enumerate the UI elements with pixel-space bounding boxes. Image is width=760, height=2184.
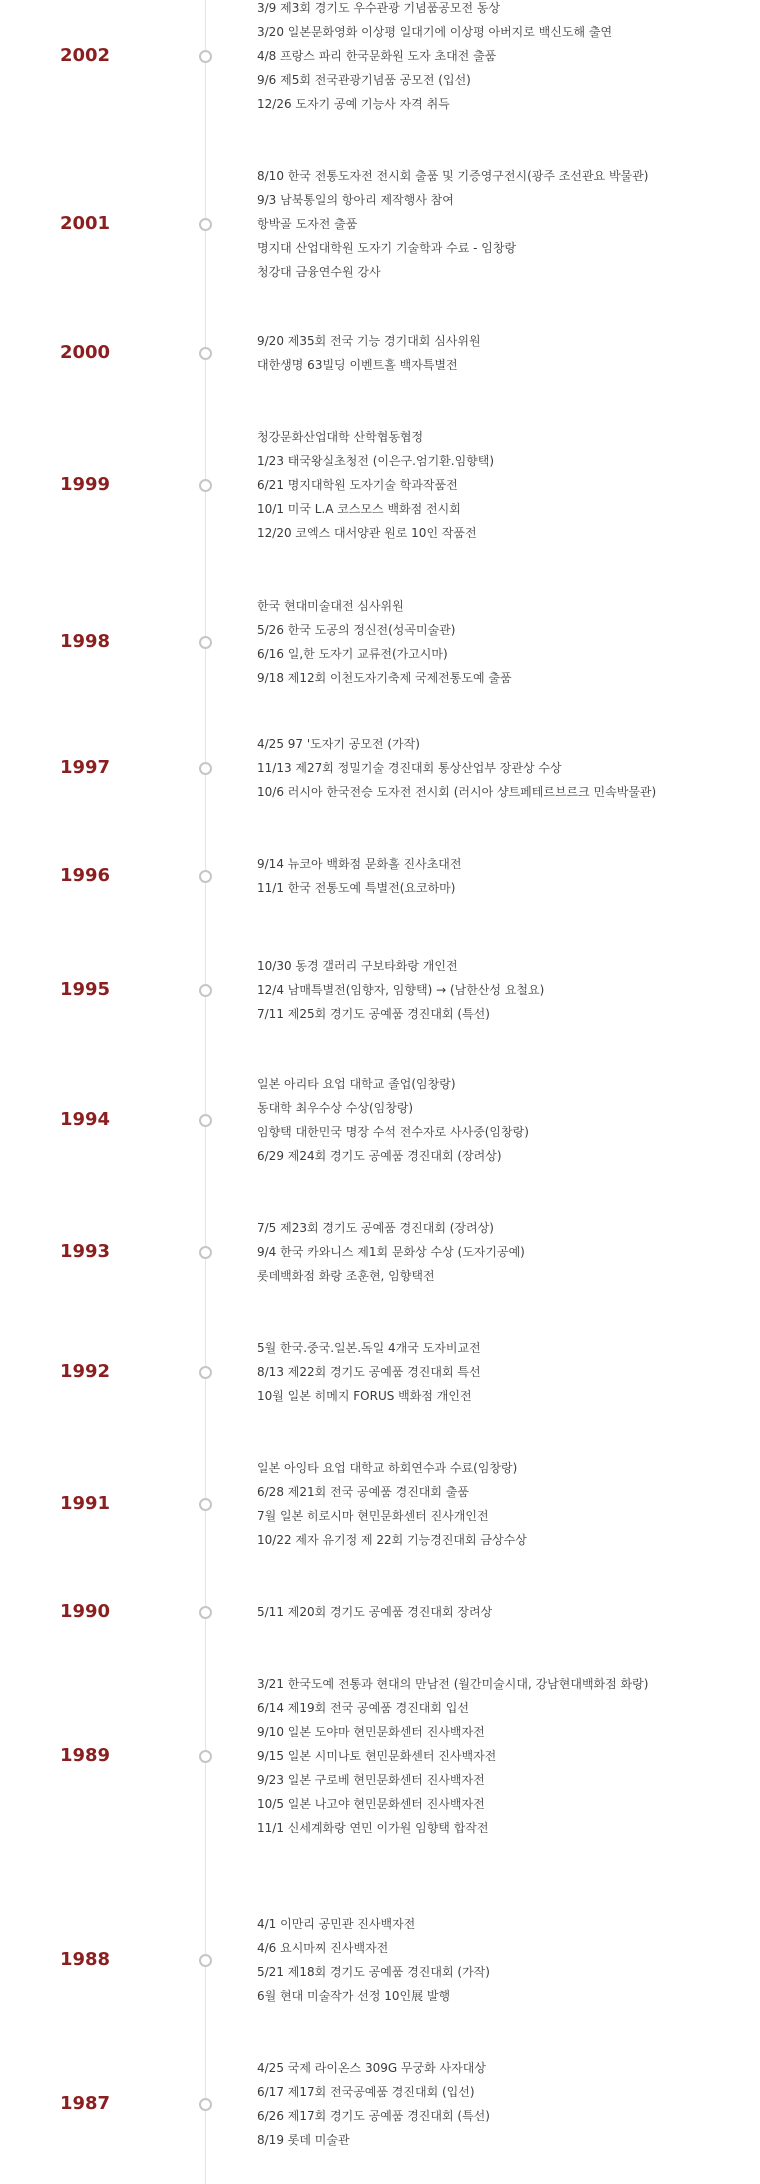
event-list	[257, 0, 612, 116]
event-item: 7/5 제23회 경기도 공예품 경진대회 (장려상)	[257, 1221, 494, 1235]
event-list	[257, 594, 512, 690]
timeline-dot-icon	[199, 984, 212, 997]
event-item: 7/11 제25회 경기도 공예품 경진대회 (특선)	[257, 1007, 490, 1021]
event-list	[257, 1216, 525, 1288]
year-label: 2000	[59, 342, 111, 363]
event-item: 5/11 제20회 경기도 공예품 경진대회 장려상	[257, 1605, 493, 1619]
timeline-dot-icon	[199, 1750, 212, 1763]
timeline-dot-icon	[199, 636, 212, 649]
event-item: 11/13 제27회 정밀기술 경진대회 통상산업부 장관상 수상	[257, 761, 562, 775]
event-item: 4/6 요시마찌 진사백자전	[257, 1941, 389, 1955]
event-item: 10/5 일본 나고야 현민문화센터 진사백자전	[257, 1797, 485, 1811]
year-label: 1987	[59, 2093, 111, 2114]
event-list	[257, 1456, 527, 1552]
event-item: 9/10 일본 도야마 현민문화센터 진사백자전	[257, 1725, 485, 1739]
event-item: 임향택 대한민국 명장 수석 전수자로 사사중(임창랑)	[257, 1125, 529, 1139]
event-item: 8/19 롯데 미술관	[257, 2133, 350, 2147]
timeline-dot-icon	[199, 1606, 212, 1619]
event-item: 항박골 도자전 출품	[257, 217, 358, 231]
timeline-dot-icon	[199, 218, 212, 231]
year-label: 1992	[59, 1361, 111, 1382]
event-item: 6/17 제17회 전국공예품 경진대회 (입선)	[257, 2085, 475, 2099]
event-item: 롯데백화점 화랑 조훈현, 임향택전	[257, 1269, 435, 1283]
event-list	[257, 425, 494, 545]
event-item: 9/23 일본 구로베 현민문화센터 진사백자전	[257, 1773, 485, 1787]
event-item: 10/30 동경 갤러리 구보타화랑 개인전	[257, 959, 458, 973]
event-item: 청강문화산업대학 산학협동협정	[257, 430, 424, 444]
event-item: 일본 아리타 요업 대학교 졸업(임창랑)	[257, 1077, 456, 1091]
event-item: 9/15 일본 시미나토 현민문화센터 진사백자전	[257, 1749, 497, 1763]
event-item: 한국 현대미술대전 심사위원	[257, 599, 404, 613]
year-label: 1990	[59, 1601, 111, 1622]
event-item: 9/18 제12회 이천도자기축제 국제전통도예 출품	[257, 671, 512, 685]
timeline-dot-icon	[199, 50, 212, 63]
year-label: 1994	[59, 1109, 111, 1130]
event-item: 6/14 제19회 전국 공예품 경진대회 입선	[257, 1701, 469, 1715]
event-list	[257, 2056, 490, 2152]
event-item: 명지대 산업대학원 도자기 기술학과 수료 - 임창랑	[257, 241, 517, 255]
event-item: 9/3 남북통일의 항아리 제작행사 참여	[257, 193, 454, 207]
event-item: 5월 한국.중국.일본.독일 4개국 도자비교전	[257, 1341, 481, 1355]
timeline-dot-icon	[199, 1954, 212, 1967]
event-item: 10/22 제자 유기정 제 22회 기능경진대회 금상수상	[257, 1533, 527, 1547]
event-item: 9/20 제35회 전국 기능 경기대회 심사위원	[257, 334, 481, 348]
event-item: 4/25 97 '도자기 공모전 (가작)	[257, 737, 420, 751]
year-label: 2002	[59, 45, 111, 66]
year-label: 1989	[59, 1745, 111, 1766]
event-item: 12/26 도자기 공예 기능사 자격 취득	[257, 97, 450, 111]
year-label: 1996	[59, 865, 111, 886]
event-item: 8/10 한국 전통도자전 전시회 출품 및 기증영구전시(광주 조선관요 박물관)	[257, 169, 649, 183]
timeline-dot-icon	[199, 762, 212, 775]
event-list	[257, 1336, 481, 1408]
event-item: 11/1 신세계화랑 연민 이가원 임향택 합작전	[257, 1821, 489, 1835]
event-item: 9/6 제5회 전국관광기념품 공모전 (입선)	[257, 73, 471, 87]
year-label: 1999	[59, 474, 111, 495]
year-label: 1988	[59, 1949, 111, 1970]
event-item: 3/9 제3회 경기도 우수관광 기념품공모전 동상	[257, 1, 501, 15]
event-item: 8/13 제22회 경기도 공예품 경진대회 특선	[257, 1365, 481, 1379]
event-item: 12/4 남매특별전(임향자, 임향택) → (남한산성 요철요)	[257, 983, 545, 997]
event-item: 대한생명 63빌딩 이벤트홀 백자특별전	[257, 358, 458, 372]
event-list	[257, 1912, 490, 2008]
event-item: 12/20 코엑스 대서양관 원로 10인 작품전	[257, 526, 477, 540]
event-item: 일본 아잉타 요업 대학교 하회연수과 수료(임창랑)	[257, 1461, 518, 1475]
event-item: 6/21 명지대학원 도자기술 학과작품전	[257, 478, 458, 492]
event-item: 11/1 한국 전통도예 특별전(요코하마)	[257, 881, 456, 895]
event-list	[257, 329, 481, 377]
event-item: 3/21 한국도예 전통과 현대의 만남전 (월간미술시대, 강남현대백화점 화랑)	[257, 1677, 649, 1691]
timeline-dot-icon	[199, 1114, 212, 1127]
event-item: 5/26 한국 도공의 정신전(성곡미술관)	[257, 623, 456, 637]
event-item: 3/20 일본문화영화 이상평 일대기에 이상평 아버지로 백신도해 출연	[257, 25, 613, 39]
event-list	[257, 1600, 492, 1624]
event-item: 1/23 태국왕실초청전 (이은구.엄기환.임향택)	[257, 454, 495, 468]
event-item: 청강대 금융연수원 강사	[257, 265, 381, 279]
event-item: 6/28 제21회 전국 공예품 경진대회 출품	[257, 1485, 469, 1499]
event-item: 6월 현대 미술작가 선정 10인展 발행	[257, 1989, 451, 2003]
timeline-dot-icon	[199, 870, 212, 883]
event-list	[257, 1072, 529, 1168]
event-item: 10/6 러시아 한국전승 도자전 전시회 (러시아 샹트페테르브르크 민속박물관)	[257, 785, 657, 799]
timeline-dot-icon	[199, 2098, 212, 2111]
event-item: 5/21 제18회 경기도 공예품 경진대회 (가작)	[257, 1965, 490, 1979]
event-item: 6/16 일,한 도자기 교류전(가고시마)	[257, 647, 448, 661]
event-list	[257, 1672, 648, 1840]
timeline-dot-icon	[199, 347, 212, 360]
year-label: 1991	[59, 1493, 111, 1514]
event-list	[257, 164, 648, 284]
event-item: 동대학 최우수상 수상(임창랑)	[257, 1101, 414, 1115]
event-item: 9/4 한국 카와니스 제1회 문화상 수상 (도자기공예)	[257, 1245, 525, 1259]
timeline-dot-icon	[199, 479, 212, 492]
timeline-dot-icon	[199, 1246, 212, 1259]
event-item: 10/1 미국 L.A 코스모스 백화점 전시회	[257, 502, 461, 516]
timeline-dot-icon	[199, 1366, 212, 1379]
event-item: 4/8 프랑스 파리 한국문화원 도자 초대전 출품	[257, 49, 497, 63]
year-label: 1993	[59, 1241, 111, 1262]
timeline-dot-icon	[199, 1498, 212, 1511]
event-list	[257, 852, 462, 900]
year-label: 1998	[59, 631, 111, 652]
event-list	[257, 732, 656, 804]
event-item: 10월 일본 히메지 FORUS 백화점 개인전	[257, 1389, 472, 1403]
year-label: 1997	[59, 757, 111, 778]
event-item: 7월 일본 히로시마 현민문화센터 진사개인전	[257, 1509, 489, 1523]
year-label: 1995	[59, 979, 111, 1000]
event-item: 6/29 제24회 경기도 공예품 경진대회 (장려상)	[257, 1149, 502, 1163]
event-item: 6/26 제17회 경기도 공예품 경진대회 (특선)	[257, 2109, 490, 2123]
event-item: 4/1 이만리 공민관 진사백자전	[257, 1917, 416, 1931]
timeline-vertical-line	[205, 0, 206, 2184]
year-label: 2001	[59, 213, 111, 234]
event-item: 4/25 국제 라이온스 309G 무궁화 사자대상	[257, 2061, 486, 2075]
event-list	[257, 954, 544, 1026]
event-item: 9/14 뉴코아 백화점 문화홀 진사초대전	[257, 857, 462, 871]
